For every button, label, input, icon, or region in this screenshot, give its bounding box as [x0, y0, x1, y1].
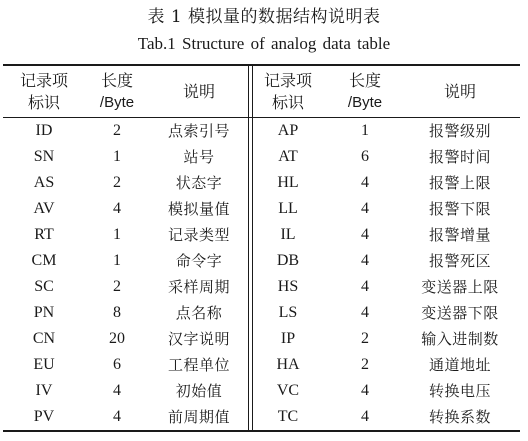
header-length-line1: 长度: [348, 71, 381, 90]
header-record-item-line1: 记录项: [19, 71, 68, 90]
table-cell-right-desc: 报警时间: [428, 148, 491, 166]
table-cell-right-id: TC: [277, 408, 299, 425]
table-cell-left-id: RT: [34, 226, 54, 243]
table-cell-left-id: IV: [35, 382, 53, 399]
table-cell-left-desc: 工程单位: [167, 356, 230, 374]
table-cell-right-id: AP: [277, 122, 299, 139]
table-cell-left-desc: 模拟量值: [167, 200, 230, 218]
table-cell-right-id: LL: [278, 200, 298, 217]
table-cell-left-id: AS: [33, 174, 55, 191]
table-cell-right-length: 4: [361, 174, 369, 191]
table-cell-right-length: 4: [361, 252, 369, 269]
table-cell-right-length: 2: [361, 356, 369, 373]
table-cell-left-id: CM: [31, 252, 57, 269]
table-cell-right-length: 1: [361, 122, 369, 139]
table-cell-right-desc: 报警死区: [428, 252, 491, 270]
table-cell-right-length: 6: [361, 148, 369, 165]
header-record-item-line2: 标识: [27, 93, 60, 112]
table-cell-right-id: HL: [277, 174, 299, 191]
table-cell-left-desc: 站号: [183, 148, 215, 166]
table-cell-left-desc: 汉字说明: [167, 330, 230, 348]
table-bottom-rule: [3, 430, 520, 432]
table-cell-right-id: HA: [276, 356, 300, 373]
table-cell-right-length: 4: [361, 226, 369, 243]
header-description-left: [152, 67, 246, 117]
table-cell-right-desc: 转换系数: [428, 408, 491, 426]
table-caption-en: Tab.1 Structure of analog data table: [137, 34, 391, 53]
table-cell-right-id: LS: [278, 304, 298, 321]
header-description-right: [400, 67, 520, 117]
table-cell-left-desc: 前周期值: [167, 408, 230, 426]
table-cell-left-desc: 初始值: [175, 382, 223, 400]
table-cell-left-length: 1: [113, 148, 121, 165]
header-record-item-right: [252, 67, 324, 117]
table-cell-right-id: VC: [276, 382, 300, 399]
table-cell-left-id: PN: [33, 304, 55, 321]
table-cell-left-length: 8: [113, 304, 121, 321]
table-cell-left-length: 1: [113, 226, 121, 243]
table-cell-left-id: EU: [33, 356, 55, 373]
table-double-divider-left: [248, 66, 249, 430]
table-cell-right-desc: 报警下限: [428, 200, 491, 218]
table-cell-right-length: 4: [361, 408, 369, 425]
table-cell-left-desc: 记录类型: [167, 226, 230, 244]
table-cell-left-desc: 点名称: [175, 304, 223, 322]
table-cell-right-length: 4: [361, 278, 369, 295]
table-cell-right-desc: 转换电压: [428, 382, 491, 400]
header-length-left: [82, 67, 152, 117]
header-description-label: 说明: [443, 82, 476, 101]
table-cell-left-length: 1: [113, 252, 121, 269]
table-cell-right-length: 4: [361, 304, 369, 321]
table-cell-left-length: 4: [113, 200, 121, 217]
table-cell-left-id: SN: [33, 148, 55, 165]
header-record-item-line1: 记录项: [263, 71, 312, 90]
table-cell-left-length: 2: [113, 174, 121, 191]
table-cell-right-id: IL: [280, 226, 296, 243]
table-cell-left-length: 6: [113, 356, 121, 373]
table-cell-right-length: 4: [361, 382, 369, 399]
table-cell-left-length: 2: [113, 122, 121, 139]
table-cell-left-id: ID: [35, 122, 53, 139]
table-cell-right-desc: 报警上限: [428, 174, 491, 192]
table-cell-right-desc: 变送器下限: [421, 304, 499, 322]
table-cell-left-length: 4: [113, 408, 121, 425]
header-length-unit: /Byte: [99, 94, 135, 111]
table-cell-right-desc: 报警级别: [428, 122, 491, 140]
table-cell-left-id: PV: [33, 408, 55, 425]
header-length-right: [330, 67, 400, 117]
table-cell-left-length: 20: [109, 330, 125, 347]
table-cell-right-length: 4: [361, 200, 369, 217]
table-cell-right-desc: 报警增量: [428, 226, 491, 244]
table-cell-right-id: DB: [276, 252, 300, 269]
header-length-line1: 长度: [100, 71, 133, 90]
header-record-item-line2: 标识: [271, 93, 304, 112]
table-cell-right-desc: 变送器上限: [421, 278, 499, 296]
table-cell-right-desc: 通道地址: [428, 356, 491, 374]
table-cell-left-desc: 命令字: [175, 252, 223, 270]
table-cell-right-length: 2: [361, 330, 369, 347]
table-cell-right-id: AT: [278, 148, 298, 165]
table-top-rule: [3, 64, 520, 66]
header-record-item-left: [6, 67, 82, 117]
table-cell-right-desc: 输入进制数: [421, 330, 499, 348]
table-cell-left-length: 4: [113, 382, 121, 399]
table-cell-left-desc: 状态字: [175, 174, 223, 192]
table-cell-left-length: 2: [113, 278, 121, 295]
table-caption-cn: 表 1 模拟量的数据结构说明表: [147, 7, 381, 27]
table-cell-right-id: IP: [280, 330, 296, 347]
header-length-unit: /Byte: [347, 94, 383, 111]
table-cell-right-id: HS: [277, 278, 299, 295]
table-cell-left-id: AV: [33, 200, 55, 217]
table-cell-left-id: CN: [32, 330, 56, 347]
table-cell-left-desc: 采样周期: [167, 278, 230, 296]
table-cell-left-id: SC: [34, 278, 54, 295]
header-description-label: 说明: [182, 82, 215, 101]
table-cell-left-desc: 点索引号: [167, 122, 230, 140]
